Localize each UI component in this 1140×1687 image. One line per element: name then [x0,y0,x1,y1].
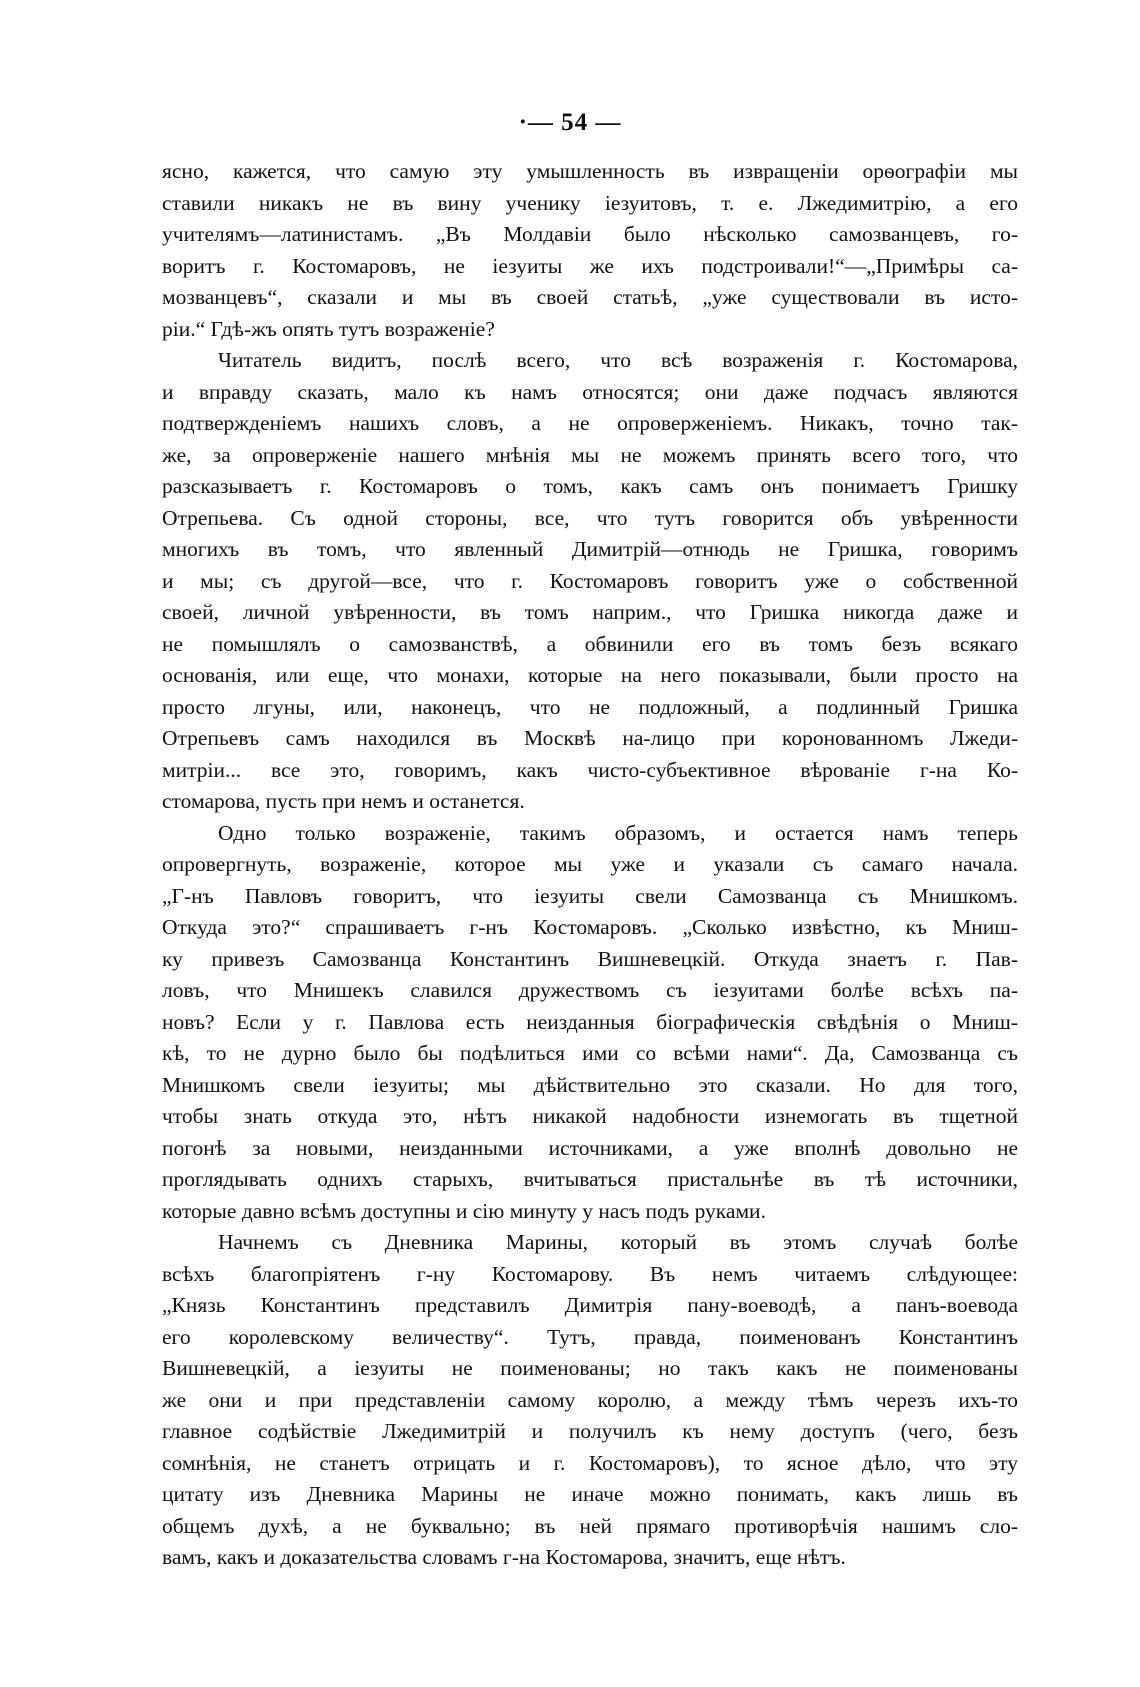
text-line: основанія, или еще, что монахи, которые на него показывали, были просто на [162,663,1018,687]
text-line: всѣхъ благопріятенъ г-ну Костомарову. Въ немъ читаемъ слѣдующее: [162,1261,1018,1286]
text-line: Читатель видитъ, послѣ всего, что всѣ возраженія г. Костомарова, [218,348,1018,372]
text-line: сомнѣнія, не станетъ отрицать и г. Костомаровъ), то ясное дѣло, что эту [162,1450,1018,1475]
text-line: ставили никакъ не въ вину ученику іезуитовъ, т. е. Лжедимитрію, а его [162,190,1018,215]
text-line: своей, личной увѣренности, въ томъ наприм., что Гришка никогда даже и [162,600,1018,624]
text-line: ясно, кажется, что самую эту умышленность въ извращеніи орѳографіи мы [162,159,1018,183]
text-line: проглядывать однихъ старыхъ, вчитываться пристальнѣе въ тѣ источники, [162,1167,1018,1191]
text-line: воритъ г. Костомаровъ, не іезуиты же ихъ подстроивали!“—„Примѣры са- [162,253,1018,278]
text-line: Вишневецкій, а іезуиты не поименованы; но такъ какъ не поименованы [162,1356,1018,1380]
text-line: ловъ, что Мнишекъ славился дружествомъ съ іезуитами болѣе всѣхъ па- [162,978,1018,1002]
text-line: учителямъ—латинистамъ. „Въ Молдавіи было нѣсколько самозванцевъ, го- [162,222,1018,246]
paragraph [162,345,1018,818]
text-line: „Г-нъ Павловъ говоритъ, что іезуиты свели Самозванца съ Мнишкомъ. [162,883,1018,908]
text-line: Отрепьевъ самъ находился въ Москвѣ на-лицо при коронованномъ Лжеди- [162,726,1018,750]
text-line: опровергнуть, возраженіе, которое мы уже и указали съ самаго начала. [162,852,1018,876]
paragraph [162,818,1018,1228]
text-line: вамъ, какъ и доказательства словамъ г-на Костомарова, значитъ, еще нѣтъ. [162,1545,846,1569]
text-line: Мнишкомъ свели іезуиты; мы дѣйствительно это сказали. Но для того, [162,1072,1018,1097]
text-line: и мы; съ другой—все, что г. Костомаровъ говоритъ уже о собственной [162,568,1018,593]
page-number: ·— 54 — [518,109,622,136]
text-line: Отрепьева. Съ одной стороны, все, что тутъ говорится объ увѣренности [162,505,1018,530]
text-line: же они и при представленіи самому королю, а между тѣмъ черезъ ихъ-то [162,1387,1018,1412]
text-line: Откуда это?“ спрашиваетъ г-нъ Костомаровъ. „Сколько извѣстно, къ Мниш- [162,915,1018,939]
text-line: стомарова, пусть при немъ и останется. [162,789,525,813]
text-line: Одно только возраженіе, такимъ образомъ, и остается намъ теперь [218,820,1018,845]
text-line: новъ? Если у г. Павлова есть неизданныя біографическія свѣдѣнія о Мниш- [162,1009,1018,1034]
text-line: цитату изъ Дневника Марины не иначе можно понимать, какъ лишь въ [162,1482,1018,1506]
text-line: кѣ, то не дурно было бы подѣлиться ими со всѣми нами“. Да, Самозванца съ [162,1041,1018,1065]
text-line: чтобы знать откуда это, нѣтъ никакой надобности изнемогать въ тщетной [162,1104,1018,1128]
text-line: погонѣ за новыми, неизданными источниками, а уже вполнѣ довольно не [162,1135,1018,1160]
text-line: ріи.“ Гдѣ-жъ опять тутъ возраженіе? [162,316,495,341]
text-line: просто лгуны, или, наконецъ, что не подложный, а подлинный Гришка [162,694,1018,719]
text-line: мозванцевъ“, сказали и мы въ своей статьѣ, „уже существовали въ исто- [162,285,1018,309]
text-line: главное содѣйствіе Лжедимитрій и получилъ къ нему доступъ (чего, безъ [162,1419,1018,1443]
text-line: общемъ духѣ, а не буквально; въ ней прямаго противорѣчія нашимъ сло- [162,1513,1018,1538]
text-line: многихъ въ томъ, что явленный Димитрій—отнюдь не Гришка, говоримъ [162,537,1018,561]
text-line: разсказываетъ г. Костомаровъ о томъ, какъ самъ онъ понимаетъ Гришку [162,474,1018,498]
text-line: Начнемъ съ Дневника Марины, который въ этомъ случаѣ болѣе [218,1230,1018,1254]
text-line: которые давно всѣмъ доступны и сію минуту у насъ подъ руками. [162,1198,766,1223]
text-line: ку привезъ Самозванца Константинъ Вишневецкій. Откуда знаетъ г. Пав- [162,946,1018,971]
text-line: не помышлялъ о самозванствѣ, а обвинили его въ томъ безъ всякаго [162,631,1018,656]
body-text [162,156,1018,1574]
text-line: митріи... все это, говоримъ, какъ чисто-субъективное вѣрованіе г-на Ко- [162,757,1018,782]
text-line: его королевскому величеству“. Тутъ, правда, поименованъ Константинъ [162,1324,1018,1349]
paragraph [162,156,1018,345]
text-line: же, за опроверженіе нашего мнѣнія мы не можемъ принять всего того, что [162,442,1018,467]
paragraph [162,1227,1018,1574]
text-line: „Князь Константинъ представилъ Димитрія пану-воеводѣ, а панъ-воевода [162,1293,1018,1317]
text-line: подтвержденіемъ нашихъ словъ, а не опроверженіемъ. Никакъ, точно так- [162,411,1018,435]
text-line: и вправду сказать, мало къ намъ относятся; они даже подчасъ являются [162,379,1018,404]
